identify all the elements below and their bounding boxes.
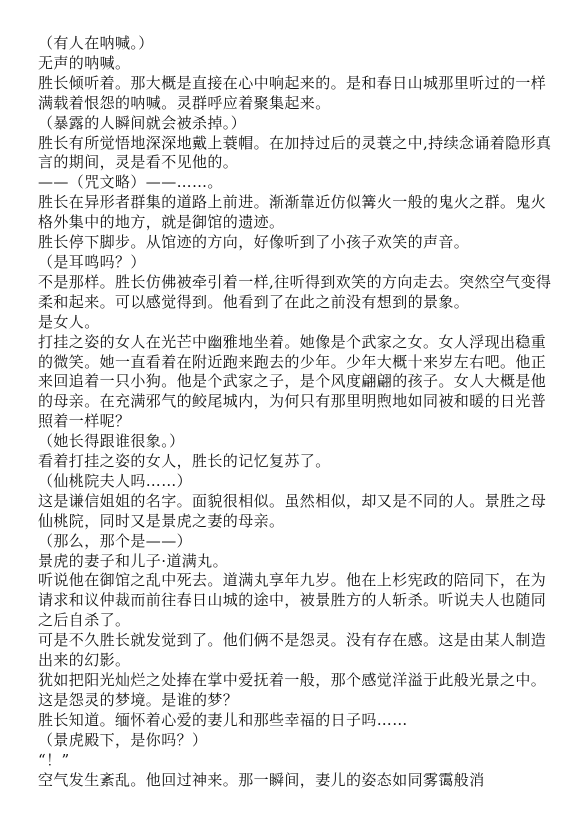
paragraph: 不是那样。胜长仿佛被牵引着一样,往听得到欢笑的方向走去。突然空气变得柔和起来。可以感觉得到。他看到了在此之前没有想到的景象。 bbox=[38, 272, 552, 311]
paragraph: 这是谦信姐姐的名字。面貌很相似。虽然相似，却又是不同的人。景胜之母仙桃院，同时又是景虎之妻的母亲。 bbox=[38, 491, 547, 530]
paragraph: 无声的呐喊。 bbox=[38, 53, 131, 72]
paragraph: 看着打挂之姿的女人，胜长的记忆复苏了。 bbox=[38, 452, 331, 471]
paragraph: 景虎的妻子和儿子·道满丸。 bbox=[38, 551, 228, 570]
paragraph: （那么，那个是——） bbox=[38, 531, 193, 550]
paragraph: 犹如把阳光灿烂之处捧在掌中爱抚着一般，那个感觉洋溢于此般光景之中。这是怨灵的梦境。是谁的梦？ bbox=[38, 671, 547, 709]
paragraph: （有人在呐喊。） bbox=[38, 34, 154, 52]
paragraph: （她长得跟谁很象。） bbox=[38, 432, 185, 451]
paragraph: 胜长在异形者群集的道路上前进。渐渐靠近仿似篝火一般的鬼火之群。鬼火格外集中的地方，就是御馆的遗迹。 bbox=[38, 193, 547, 232]
paragraph: 胜长知道。缅怀着心爱的妻儿和那些幸福的日子吗…… bbox=[38, 710, 408, 729]
novel-page bbox=[38, 34, 554, 790]
paragraph: （暴露的人瞬间就会被杀掉。） bbox=[38, 113, 247, 132]
paragraph: 空气发生紊乱。他回过神来。那一瞬间，妻儿的姿态如同雾霭般消 bbox=[38, 770, 485, 789]
paragraph: 胜长倾听着。那大概是直接在心中响起来的。是和春日山城那里听过的一样满载着恨怨的呐喊。灵群呼应着聚集起来。 bbox=[38, 73, 547, 112]
paragraph: （仙桃院夫人吗……） bbox=[38, 471, 193, 490]
paragraph: （是耳鸣吗？） bbox=[38, 252, 146, 271]
paragraph: 听说他在御馆之乱中死去。道满丸享年九岁。他在上杉宪政的陪同下，在为请求和议仲裁而前往春日山城的途中，被景胜方的人斩杀。听说夫人也随同之后自杀了。 bbox=[38, 571, 547, 630]
paragraph: 胜长有所觉悟地深深地戴上蓑帽。在加持过后的灵蓑之中,持续念诵着隐形真言的期间，灵是看不见他的。 bbox=[38, 133, 552, 172]
paragraph: 可是不久胜长就发觉到了。他们俩不是怨灵。没有存在感。这是由某人制造出来的幻影。 bbox=[38, 631, 547, 670]
paragraph: 打挂之姿的女人在光芒中幽雅地坐着。她像是个武家之女。女人浮现出稳重的微笑。她一直看着在附近跑来跑去的少年。少年大概十来岁左右吧。他正来回追着一只小狗。他是个武家之子，是个风度翩翩的孩子。女人大概是他的母亲。在充满邪气的鲛尾城内，为何只有那里明煦地如同被和暖的日光普照着一样呢？ bbox=[38, 332, 547, 431]
paragraph: “！” bbox=[38, 750, 70, 769]
paragraph: 胜长停下脚步。从馆迹的方向，好像听到了小孩子欢笑的声音。 bbox=[38, 233, 470, 252]
paragraph: 是女人。 bbox=[38, 312, 100, 331]
paragraph: ——（咒文略）——……。 bbox=[38, 173, 223, 192]
paragraph: （景虎殿下，是你吗？） bbox=[38, 730, 208, 749]
